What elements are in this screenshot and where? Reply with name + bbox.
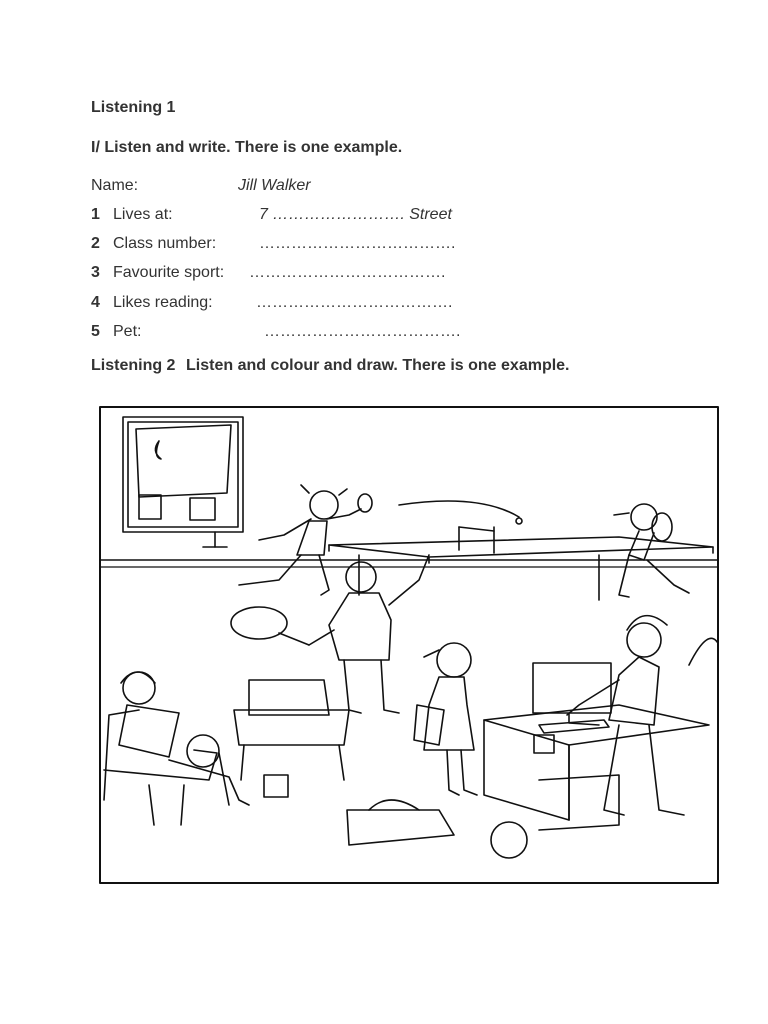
item-5-number: 5 xyxy=(91,323,100,340)
sports-bag xyxy=(347,800,454,845)
listening-2-heading: Listening 2 xyxy=(91,357,176,374)
instruction-2: Listen and colour and draw. There is one example. xyxy=(186,357,570,374)
item-1-number: 1 xyxy=(91,206,100,223)
instruction-1: I/ Listen and write. There is one example. xyxy=(91,139,403,156)
desk-with-computer xyxy=(484,663,709,830)
example-value: Jill Walker xyxy=(238,177,311,194)
listening-1-heading: Listening 1 xyxy=(91,99,176,116)
item-3-number: 3 xyxy=(91,264,100,281)
item-2-answer: ………………………………. xyxy=(259,235,456,252)
item-1-answer: 7 ……………………. Street xyxy=(259,206,452,223)
item-3-label: Favourite sport: xyxy=(113,264,225,281)
boy-in-armchair xyxy=(104,672,249,825)
boy-with-racket xyxy=(231,555,429,713)
item-2-label: Class number: xyxy=(113,235,217,252)
girl-with-paddle-left xyxy=(239,485,372,595)
woman-at-computer xyxy=(567,616,719,815)
item-2-number: 2 xyxy=(91,235,100,252)
girl-with-bag xyxy=(414,643,477,795)
item-4-label: Likes reading: xyxy=(113,294,213,311)
football-floor xyxy=(491,822,527,858)
notice-board xyxy=(123,417,243,547)
classroom-illustration xyxy=(99,405,719,885)
item-3-answer: ………………………………. xyxy=(249,264,446,281)
item-5-label: Pet: xyxy=(113,323,142,340)
chair-with-jumper xyxy=(234,680,349,797)
item-5-answer: ………………………………. xyxy=(264,323,461,340)
item-4-number: 4 xyxy=(91,294,100,311)
item-1-label: Lives at: xyxy=(113,206,173,223)
example-label: Name: xyxy=(91,177,139,194)
item-4-answer: ………………………………. xyxy=(256,294,453,311)
